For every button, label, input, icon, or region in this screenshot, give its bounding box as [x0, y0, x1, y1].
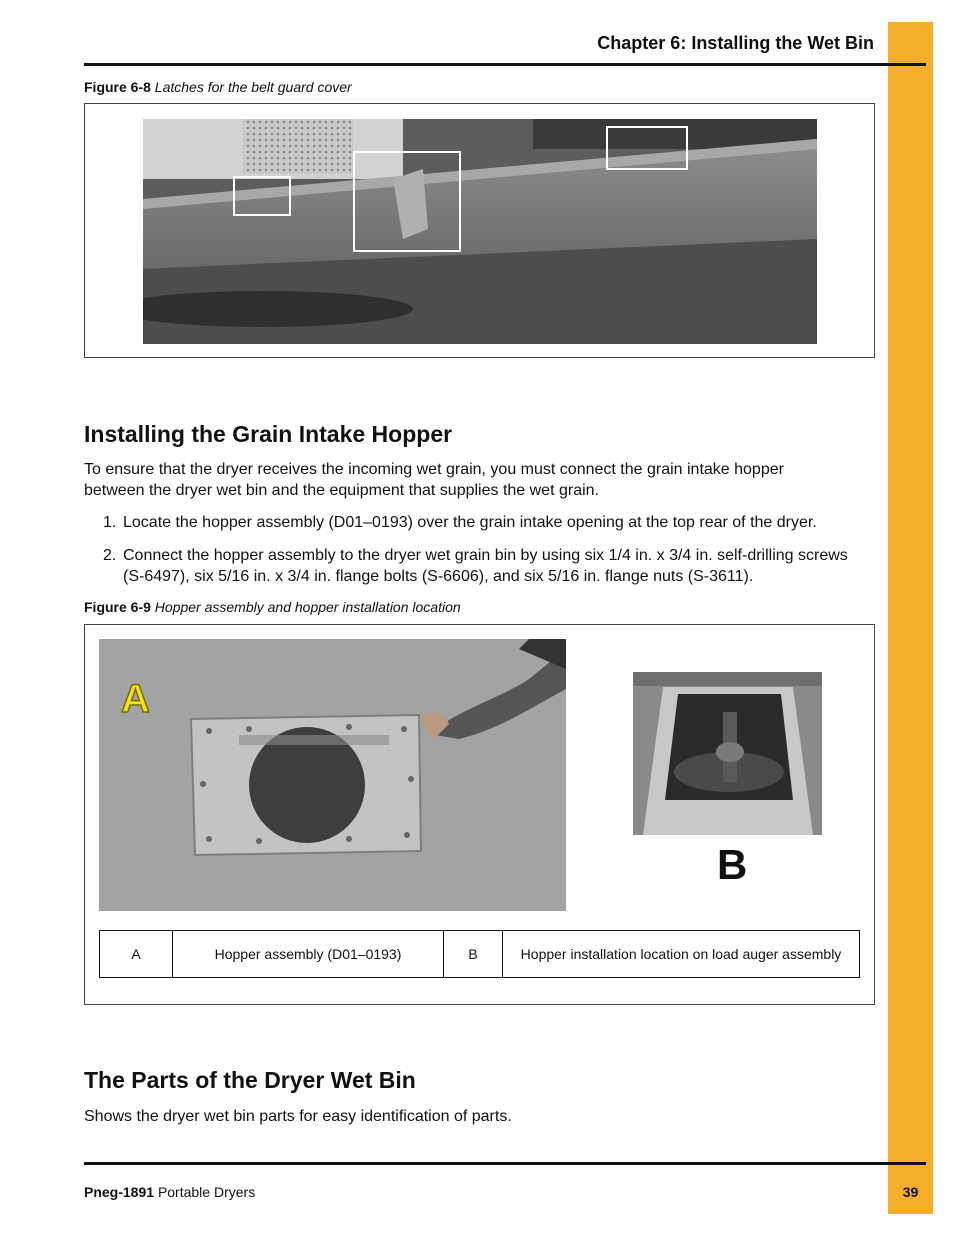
belt-guard-latches-photo [143, 119, 817, 344]
step-number: 1. [103, 514, 117, 531]
side-accent-bar [888, 22, 933, 1214]
photo-b-label: B [717, 841, 748, 888]
figure-6-9-frame [84, 624, 875, 1005]
doc-title: Portable Dryers [157, 1184, 256, 1200]
section-heading-hopper: Installing the Grain Intake Hopper [84, 421, 453, 447]
footer-document [84, 1184, 255, 1200]
parts-intro-paragraph: Shows the dryer wet bin parts for easy identification of parts. [84, 1108, 512, 1125]
figure-6-8-frame [84, 103, 875, 358]
section-heading-parts: The Parts of the Dryer Wet Bin [84, 1067, 416, 1093]
figure-6-9-caption [84, 599, 461, 615]
doc-number: Pneg-1891 [84, 1184, 155, 1200]
step-text: Connect the hopper assembly to the dryer wet grain bin by using six 1/4 in. x 3/4 in. self-drilling screws (S-6497), six 5/16 in. x 3/4 in. flange bolts (S-6606), and six 5/16 in. flange nuts (S-3611). [123, 547, 848, 585]
hopper-assembly-photo [99, 639, 566, 911]
step-text: Locate the hopper assembly (D01–0193) over the grain intake opening at the top rear of the dryer. [123, 514, 817, 531]
header-rule [84, 63, 926, 66]
hopper-installation-location-photo [633, 672, 822, 835]
step-1 [103, 512, 863, 533]
footer-rule [84, 1162, 926, 1165]
table-row [100, 931, 860, 978]
figure-caption-text: Hopper assembly and hopper installation location [154, 599, 461, 615]
legend-description-b: Hopper installation location on load auger assembly [503, 931, 860, 978]
page-number: 39 [902, 1184, 919, 1200]
legend-description-a: Hopper assembly (D01–0193) [173, 931, 444, 978]
hopper-intro-paragraph: To ensure that the dryer receives the incoming wet grain, you must connect the grain intake hopper between the dryer wet bin and the equipment that supplies the wet grain. [84, 461, 784, 499]
figure-6-8-caption [84, 79, 352, 95]
legend-key-a: A [100, 931, 173, 978]
figure-legend-table [99, 930, 860, 978]
figure-number: Figure 6-9 [84, 599, 151, 615]
photo-a-label: A [121, 677, 150, 721]
legend-key-b: B [444, 931, 503, 978]
step-number: 2. [103, 547, 117, 564]
figure-number: Figure 6-8 [84, 79, 151, 95]
figure-caption-text: Latches for the belt guard cover [154, 79, 352, 95]
chapter-title: Chapter 6: Installing the Wet Bin [597, 33, 874, 53]
step-2 [103, 545, 863, 587]
